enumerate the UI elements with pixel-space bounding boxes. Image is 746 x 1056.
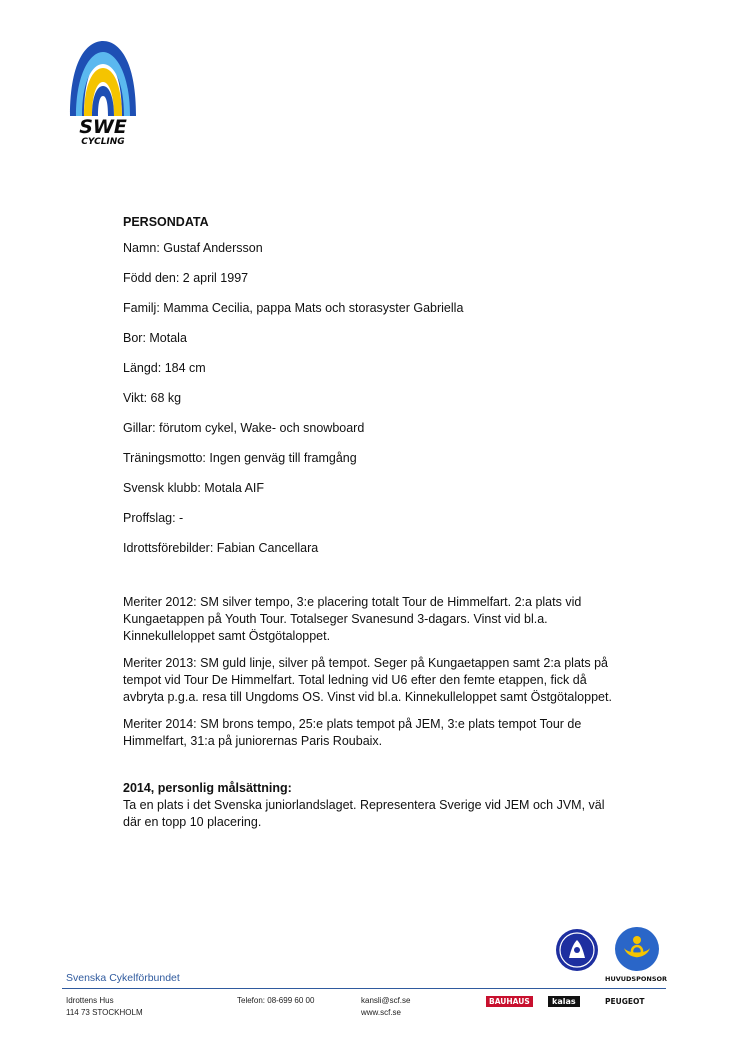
merits-2013: Meriter 2013: SM guld linje, silver på tempot. Seger på Kungaetappen samt 2:a plats på tempot vid Tour De Himmelfart. Total ledning vid U6 efter den femte etappen, fick då avbryta p.g.a. resa till Ungdoms OS. Vinst vid bl.a. Kinnekulleloppet samt Östgötaloppet. <box>123 656 612 704</box>
merits-2014: Meriter 2014: SM brons tempo, 25:e plats tempot på JEM, 3:e plats tempot Tour de Himmelfart, 31:a på juniorernas Paris Roubaix. <box>123 717 582 748</box>
sponsor-bauhaus-logo: BAUHAUS <box>486 996 533 1007</box>
footer-address <box>66 995 143 1019</box>
posthorn-sponsor-icon <box>614 926 660 972</box>
field-born: Född den: 2 april 1997 <box>123 271 249 285</box>
sponsor-peugeot-logo: PEUGEOT <box>605 997 645 1006</box>
field-likes: Gillar: förutom cykel, Wake- och snowboard <box>123 421 365 435</box>
field-role-models: Idrottsförebilder: Fabian Cancellara <box>123 541 319 555</box>
footer-address-line2: 114 73 STOCKHOLM <box>66 1008 143 1017</box>
field-club: Svensk klubb: Motala AIF <box>123 481 265 495</box>
section-heading: PERSONDATA <box>123 215 209 229</box>
merits-2012: Meriter 2012: SM silver tempo, 3:e placering totalt Tour de Himmelfart. 2:a plats vid Kungaetappen på Youth Tour. Totalseger Svanesund 3-dagars. Vinst vid bl.a. Kinnekulleloppet samt Östgötaloppet. <box>123 595 582 643</box>
field-motto: Träningsmotto: Ingen genväg till framgång <box>123 451 357 465</box>
main-sponsor-label: HUVUDSPONSOR <box>605 975 668 983</box>
footer-address-line1: Idrottens Hus <box>66 996 114 1005</box>
field-residence: Bor: Motala <box>123 331 187 345</box>
footer-web-link[interactable]: www.scf.se <box>361 1008 402 1017</box>
field-weight: Vikt: 68 kg <box>123 391 182 405</box>
footer-contact <box>361 995 410 1019</box>
sponsor-kalas-logo: kalas <box>548 996 580 1007</box>
goal-text: Ta en plats i det Svenska juniorlandslaget. Representera Sverige vid JEM och JVM, väl där en topp 10 placering. <box>123 798 605 829</box>
document-body <box>123 214 623 831</box>
field-pro-team: Proffslag: - <box>123 511 184 525</box>
field-family: Familj: Mamma Cecilia, pappa Mats och storasyster Gabriella <box>123 301 464 315</box>
field-name: Namn: Gustaf Andersson <box>123 241 263 255</box>
logo-wordmark <box>68 118 138 147</box>
logo-line2: CYCLING <box>81 137 125 147</box>
footer-email-link[interactable]: kansli@scf.se <box>361 996 411 1005</box>
footer-divider <box>62 988 666 989</box>
logo-line1: SWE <box>79 116 127 138</box>
federation-emblem-icon <box>555 928 599 972</box>
footer-organization: Svenska Cykelförbundet <box>66 972 180 984</box>
footer-phone: Telefon: 08-699 60 00 <box>237 996 315 1005</box>
goal-title: 2014, personlig målsättning: <box>123 781 292 795</box>
field-height: Längd: 184 cm <box>123 361 206 375</box>
